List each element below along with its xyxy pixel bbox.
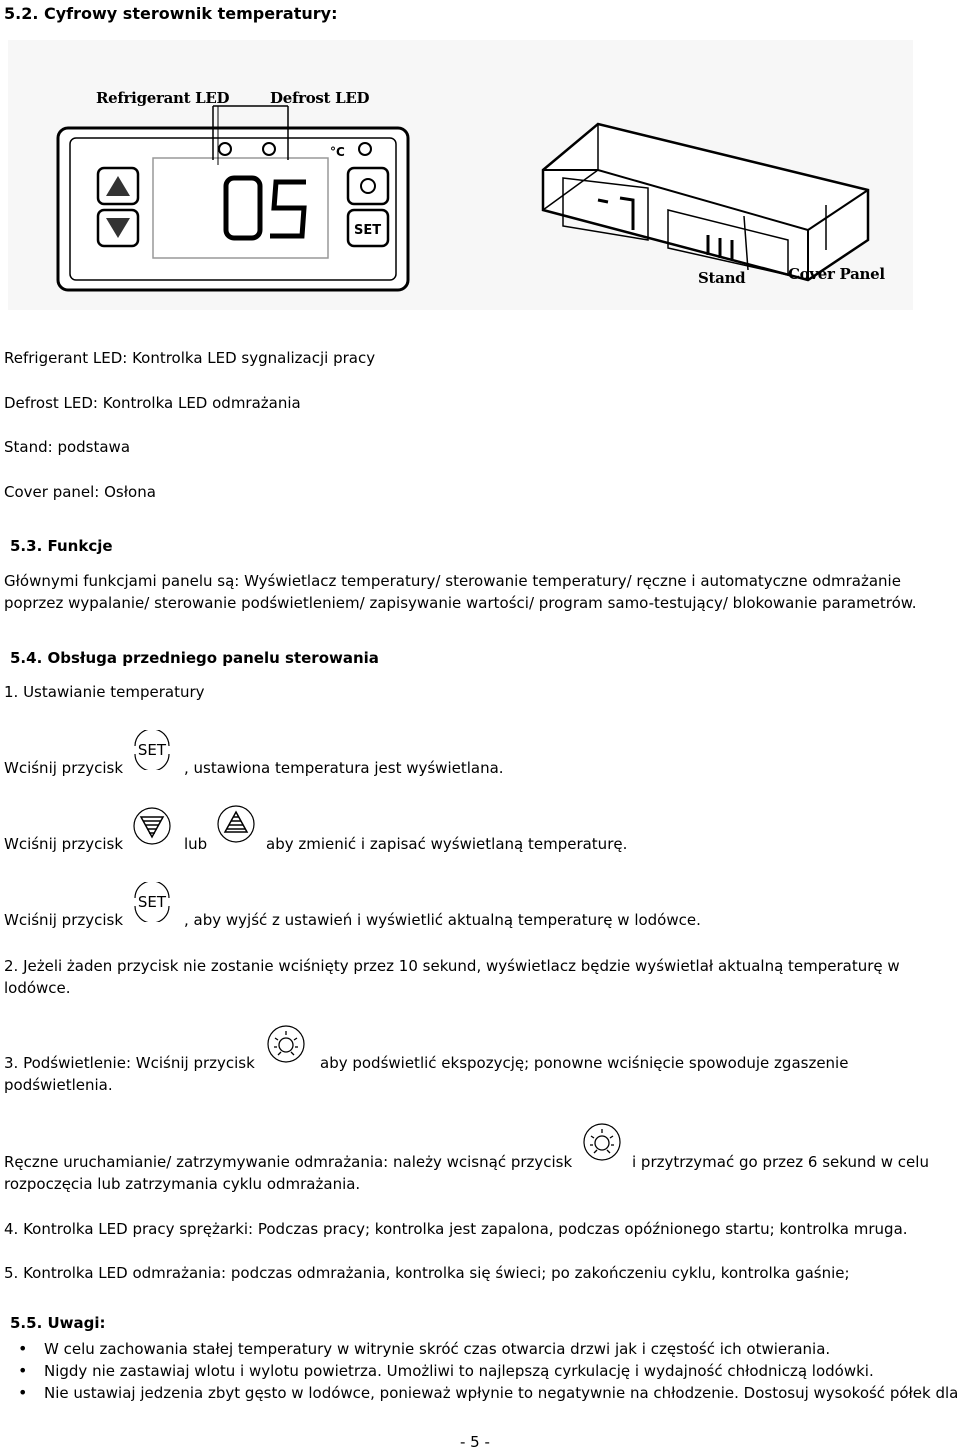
step3-text: , aby wyjść z ustawień i wyświetlić aktualną temperaturę w lodówce.: [184, 911, 701, 929]
svg-text:SET: SET: [137, 893, 167, 911]
operation-item-4: 4. Kontrolka LED pracy sprężarki: Podczas pracy; kontrolka jest zapalona, podczas opóźnionego startu; kontrolka mruga.: [4, 1220, 908, 1238]
operation-item-5: 5. Kontrolka LED odmrażania: podczas odmrażania, kontrolka się świeci; po zakończeniu cyklu, kontrolka gaśnie;: [4, 1264, 850, 1282]
up-button-icon: [216, 804, 256, 844]
step1-text: , ustawiona temperatura jest wyświetlana.: [184, 759, 504, 777]
note-item: • Nigdy nie zastawiaj wlotu i wylotu powietrza. Umożliwi to najlepszą cyrkulację i wydajność chłodniczą lodówki.: [0, 1360, 958, 1382]
notes-heading: 5.5. Uwagi:: [10, 1314, 106, 1332]
stand-label: Stand: [698, 269, 746, 287]
legend-refrigerant: Refrigerant LED: Kontrolka LED sygnalizacji pracy: [4, 349, 376, 367]
legend-stand: Stand: podstawa: [4, 438, 131, 456]
functions-heading: 5.3. Funkcje: [10, 537, 113, 555]
svg-text:SET: SET: [354, 223, 382, 238]
svg-text:°C: °C: [330, 145, 345, 159]
operation-item-1: 1. Ustawianie temperatury: [4, 683, 205, 701]
notes-list: [0, 1338, 958, 1404]
down-button-icon: [132, 806, 172, 846]
step2-text: aby zmienić i zapisać wyświetlaną temperaturę.: [266, 835, 628, 853]
item3-pre: 3. Podświetlenie: Wciśnij przycisk: [4, 1054, 255, 1072]
item3-cont: podświetlenia.: [4, 1076, 113, 1094]
operation-heading: 5.4. Obsługa przedniego panelu sterowania: [10, 649, 379, 667]
note-item: • W celu zachowania stałej temperatury w witrynie skróć czas otwarcia drzwi jak i częstość ich otwierania.: [0, 1338, 958, 1360]
light-bulb-icon: [266, 1024, 306, 1064]
light-bulb-icon: [582, 1122, 622, 1162]
operation-item-2: 2. Jeżeli żaden przycisk nie zostanie wciśnięty przez 10 sekund, wyświetlacz będzie wyświetlał aktualną temperaturę w lodówce.: [4, 957, 900, 997]
defrost-led-label: Defrost LED: [270, 89, 370, 107]
step2-press-label: Wciśnij przycisk: [4, 835, 124, 853]
refrigerant-led-label: Refrigerant LED: [96, 89, 230, 107]
svg-text:SET: SET: [137, 741, 167, 759]
section-title: 5.2. Cyfrowy sterownik temperatury:: [4, 4, 338, 23]
item3-post: aby podświetlić ekspozycję; ponowne wciśnięcie spowoduje zgaszenie: [320, 1054, 849, 1072]
note-item: • Nie ustawiaj jedzenia zbyt gęsto w lodówce, ponieważ wpłynie to negatywnie na chłodzenie. Dostosuj wysokość półek dla: [0, 1382, 958, 1404]
manual-defrost-cont: rozpoczęcia lub zatrzymania cyklu odmrażania.: [4, 1175, 361, 1193]
front-panel-drawing: [58, 106, 408, 290]
functions-text: Głównymi funkcjami panelu są: Wyświetlacz temperatury/ sterowanie temperatury/ ręczne i automatyczne odmrażanie poprzez wypalanie/ sterowanie podświetleniem/ zapisywanie wartości/ program samo-testujący/ blokowanie parametrów.: [4, 572, 917, 612]
page-number: - 5 -: [460, 1433, 490, 1451]
step3-press-label: Wciśnij przycisk: [4, 911, 124, 929]
set-button-icon: [132, 730, 172, 770]
legend-cover: Cover panel: Osłona: [4, 483, 156, 501]
controller-figure: [8, 40, 913, 310]
manual-defrost-post: i przytrzymać go przez 6 sekund w celu: [632, 1153, 929, 1171]
set-button-icon: [132, 882, 172, 922]
or-label: lub: [184, 835, 208, 853]
cover-panel-label: Cover Panel: [788, 265, 885, 283]
step1-press-label: Wciśnij przycisk: [4, 759, 124, 777]
legend-defrost: Defrost LED: Kontrolka LED odmrażania: [4, 394, 301, 412]
manual-defrost-pre: Ręczne uruchamianie/ zatrzymywanie odmrażania: należy wcisnąć przycisk: [4, 1153, 573, 1171]
